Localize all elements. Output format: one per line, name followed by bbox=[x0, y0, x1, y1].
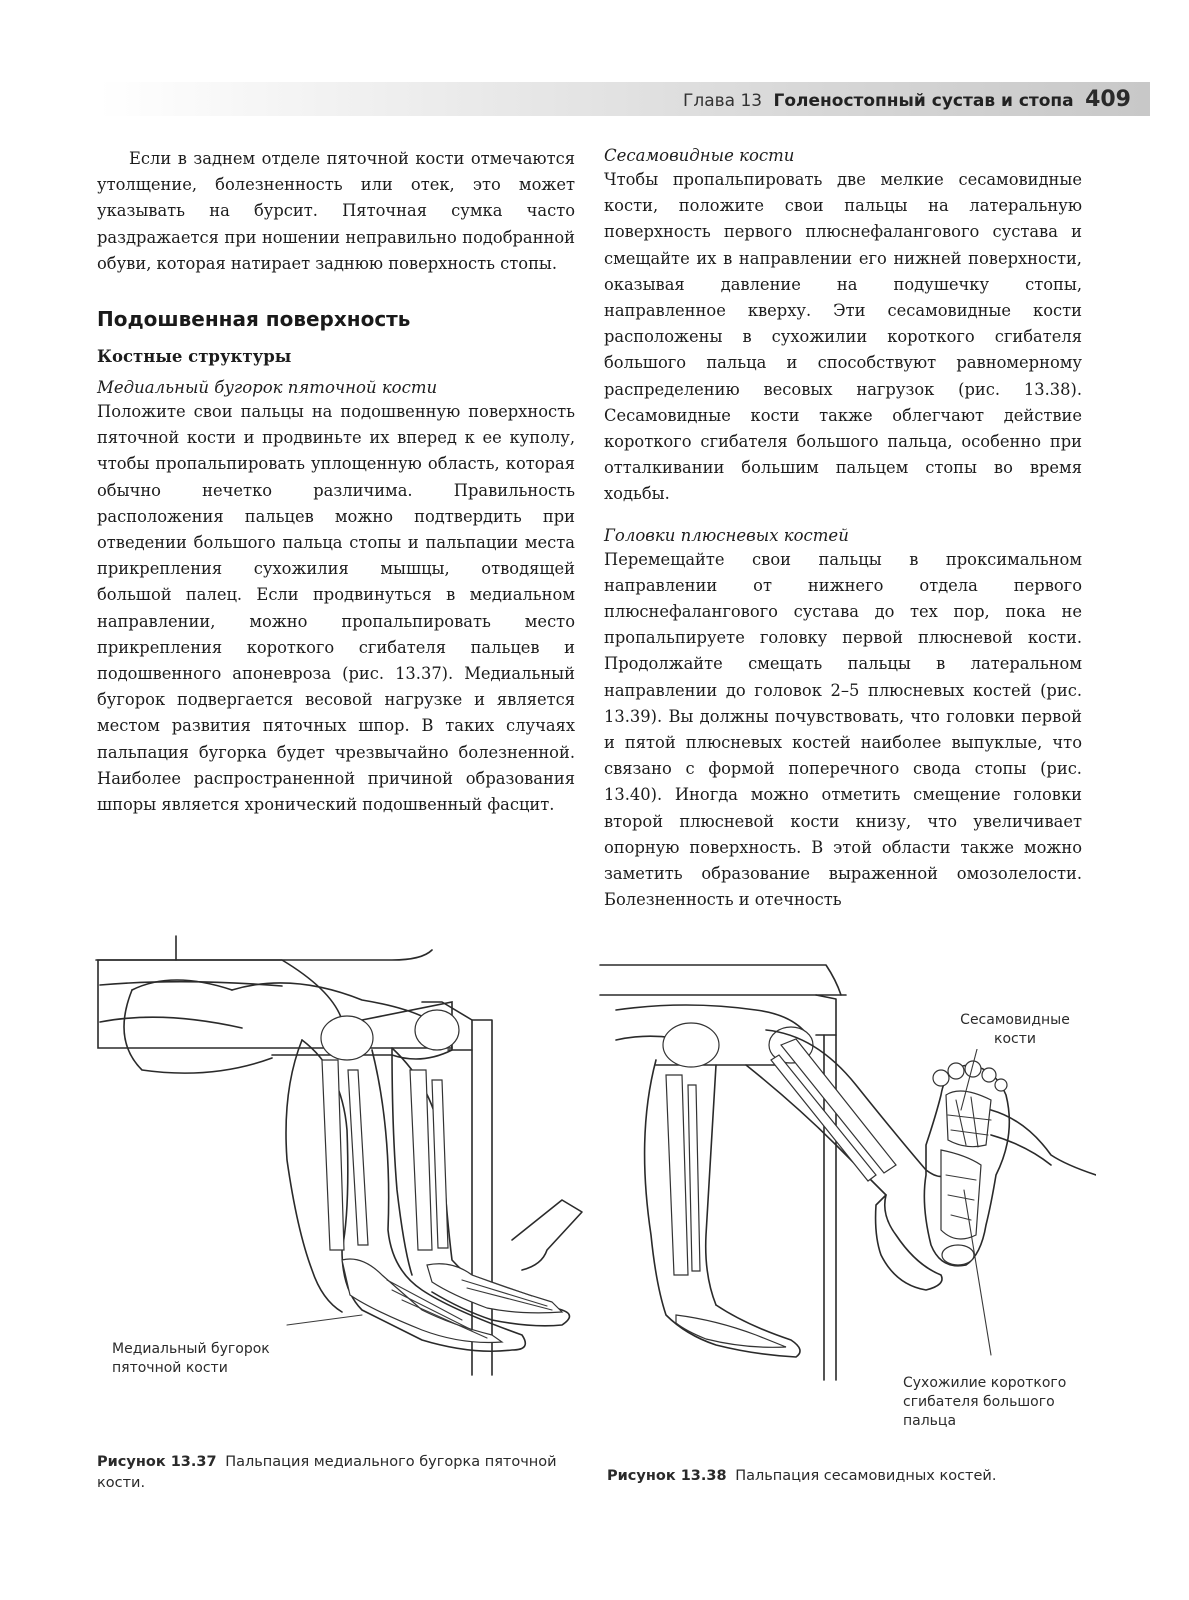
page-number: 409 bbox=[1085, 87, 1131, 112]
subheading-bone-structures: Костные структуры bbox=[97, 347, 292, 367]
figure-13-38-illustration bbox=[596, 935, 1096, 1405]
section-heading-plantar-surface: Подошвенная поверхность bbox=[97, 307, 411, 332]
figure-37-label-line2: пяточной кости bbox=[112, 1360, 228, 1376]
subheading-medial-tubercle: Медиальный бугорок пяточной кости bbox=[97, 378, 438, 398]
paragraph-bursitis: Если в заднем отделе пяточной кости отмечаются утолщение, болезненность или отек, это может указывать на бурсит. Пяточная сумка часто раздражается при ношении неправильно подобранной обуви, которая натирает заднюю поверхность стопы. bbox=[97, 149, 575, 273]
figure-38-caption-number: Рисунок 13.38 bbox=[607, 1468, 727, 1484]
left-column bbox=[97, 146, 575, 818]
paragraph-sesamoid-bones: Чтобы пропальпировать две мелкие сесамовидные кости, положите свои пальцы на латеральную поверхность первого плюснефалангового сустава и смещайте их в направлении его нижней поверхности, оказывая давление на подушечку стопы, направленное кверху. Эти сесамовидные кости расположены в сухожилии короткого сгибателя большого пальца и способствуют равномерному распределению весовых нагрузок (рис. 13.38). Сесамовидные кости также облегчают действие короткого сгибателя большого пальца, особенно при отталкивании большим пальцем стопы во время ходьбы. bbox=[604, 170, 1082, 504]
figure-38-label-top-line2: кости bbox=[994, 1031, 1036, 1047]
figure-37-label-line1: Медиальный бугорок bbox=[112, 1341, 270, 1357]
figure-38-caption-text: Пальпация сесамовидных костей. bbox=[735, 1468, 997, 1484]
figure-38-label-bottom-line3: пальца bbox=[903, 1413, 957, 1429]
figure-13-37-caption bbox=[97, 1452, 577, 1494]
figure-38-label-top-line1: Сесамовидные bbox=[960, 1012, 1070, 1028]
figure-37-caption-number: Рисунок 13.37 bbox=[97, 1454, 217, 1470]
figure-37-caption-text: Пальпация медиального бугорка пяточной кости. bbox=[97, 1454, 557, 1491]
paragraph-medial-tubercle: Положите свои пальцы на подошвенную поверхность пяточной кости и продвиньте их вперед к ее куполу, чтобы пропальпировать уплощенную область, которая обычно нечетко различима. Правильность расположения пальцев можно подтвердить при отведении большого пальца стопы и пальпации места прикрепления сухожилия мышцы, отводящей большой палец. Если продвинуться в медиальном направлении, можно пропальпировать место прикрепления короткого сгибателя пальцев и подошвенного апоневроза (рис. 13.37). Медиальный бугорок подвергается весовой нагрузке и является местом развития пяточных шпор. В таких случаях пальпация бугорка будет чрезвычайно болезненной. Наиболее распространенной причиной образования шпоры является хронический подошвенный фасцит. bbox=[97, 402, 575, 815]
figure-38-label-tendon bbox=[903, 1374, 1093, 1431]
chapter-label: Глава 13 bbox=[683, 91, 763, 111]
figure-38-label-sesamoid bbox=[950, 1011, 1080, 1049]
figure-13-38-caption bbox=[607, 1466, 1087, 1487]
subheading-metatarsal-heads: Головки плюсневых костей bbox=[604, 525, 849, 545]
figure-13-37-illustration bbox=[92, 930, 592, 1400]
figure-38-label-bottom-line2: сгибателя большого bbox=[903, 1394, 1055, 1410]
running-header bbox=[683, 86, 1131, 114]
right-column bbox=[604, 146, 1082, 913]
figure-37-label bbox=[112, 1340, 302, 1378]
chapter-title: Голеностопный сустав и стопа bbox=[773, 91, 1074, 111]
paragraph-metatarsal-heads: Перемещайте свои пальцы в проксимальном направлении от нижнего отдела первого плюснефалангового сустава до тех пор, пока не пропальпируете головку первой плюсневой кости. Продолжайте смещать пальцы в латеральном направлении до головок 2–5 плюсневых костей (рис. 13.39). Вы должны почувствовать, что головки первой и пятой плюсневых костей наиболее выпуклые, что связано с формой поперечного свода стопы (рис. 13.40). Иногда можно отметить смещение головки второй плюсневой кости книзу, что увеличивает опорную поверхность. В этой области также можно заметить образование выраженной омозолелости. Болезненность и отечность bbox=[604, 549, 1082, 910]
figure-38-label-bottom-line1: Сухожилие короткого bbox=[903, 1375, 1067, 1391]
subheading-sesamoid-bones: Сесамовидные кости bbox=[604, 146, 795, 165]
